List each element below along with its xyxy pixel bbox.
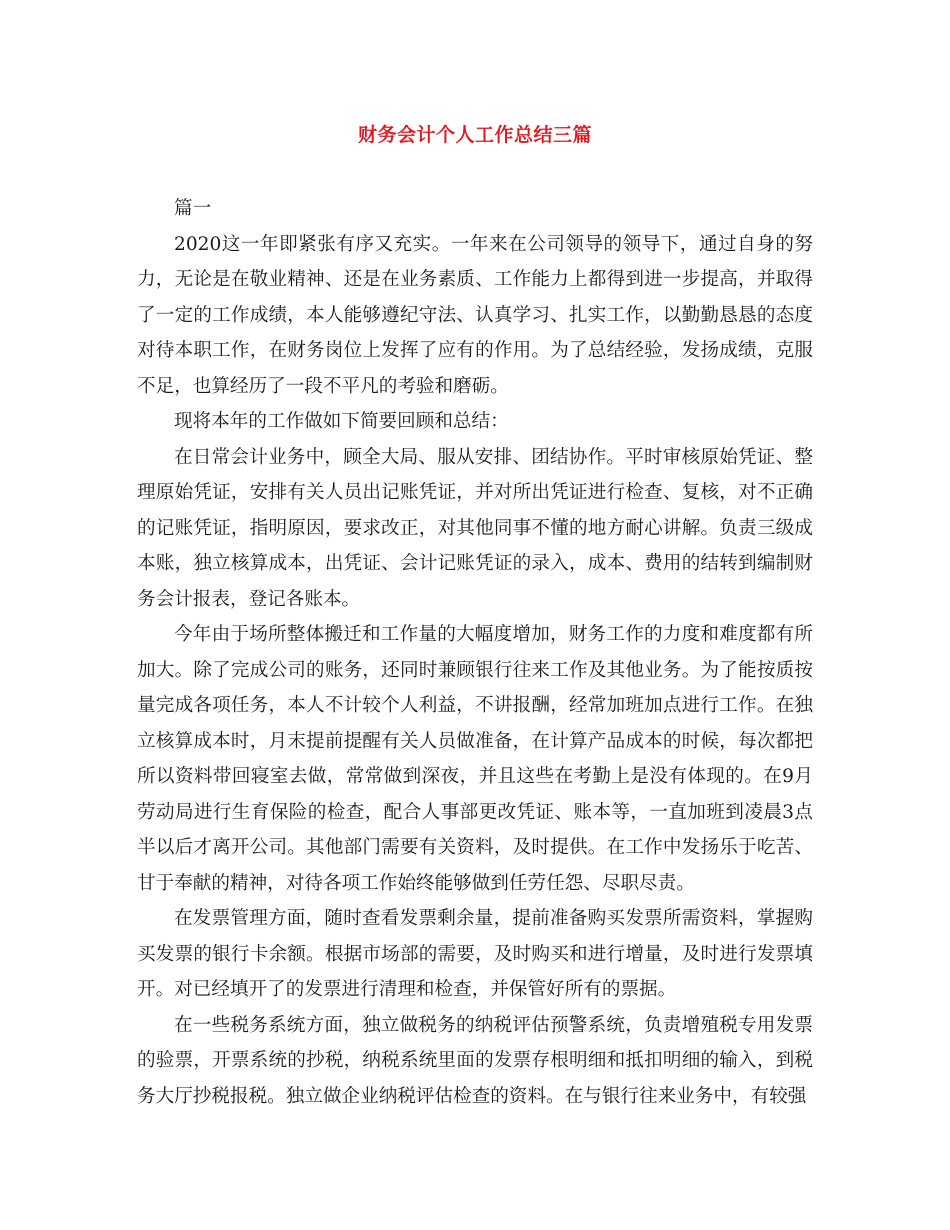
paragraph: 在日常会计业务中，顾全大局、服从安排、团结协作。平时审核原始凭证、整理原始凭证，安排有关人员出记账凭证，并对所出凭证进行检查、复核，对不正确的记账凭证，指明原因，要求改正，对其他同事不懂的地方耐心讲解。负责三级成本账，独立核算成本，出凭证、会计记账凭证的录入，成本、费用的结转到编制财务会计报表，登记各账本。 [137,446,813,610]
paragraph: 在一些税务系统方面，独立做税务的纳税评估预警系统，负责增殖税专用发票的验票，开票系统的抄税，纳税系统里面的发票存根明细和抵扣明细的输入，到税务大厅抄税报税。独立做企业纳税评估检查的资料。在与银行往来业务中，有较强 [137,1014,813,1107]
paragraph: 今年由于场所整体搬迁和工作量的大幅度增加，财务工作的力度和难度都有所加大。除了完成公司的账务，还同时兼顾银行往来工作及其他业务。为了能按质按量完成各项任务，本人不计较个人利益，不讲报酬，经常加班加点进行工作。在独立核算成本时，月末提前提醒有关人员做准备，在计算产品成本的时候，每次都把所以资料带回寝室去做，常常做到深夜，并且这些在考勤上是没有体现的。在9月劳动局进行生育保险的检查，配合人事部更改凭证、账本等，一直加班到凌晨3点半以后才离开公司。其他部门需要有关资料，及时提供。在工作中发扬乐于吃苦、甘于奉献的精神，对待各项工作始终能够做到任劳任怨、尽职尽责。 [137,624,813,894]
paragraph: 2020这一年即紧张有序又充实。一年来在公司领导的领导下，通过自身的努力，无论是在敬业精神、还是在业务素质、工作能力上都得到进一步提高，并取得了一定的工作成绩，本人能够遵纪守法、认真学习、扎实工作，以勤勤恳恳的态度对待本职工作，在财务岗位上发挥了应有的作用。为了总结经验，发扬成绩，克服不足，也算经历了一段不平凡的考验和磨砺。 [137,233,813,397]
paragraph: 现将本年的工作做如下简要回顾和总结： [174,411,509,432]
document-title: 财务会计个人工作总结三篇 [357,124,592,146]
document-body [137,191,813,1114]
paragraph: 在发票管理方面，随时查看发票剩余量，提前准备购买发票所需资料，掌握购买发票的银行卡余额。根据市场部的需要，及时购买和进行增量，及时进行发票填开。对已经填开了的发票进行清理和检查，并保管好所有的票据。 [137,908,813,1000]
section-heading: 篇一 [174,198,212,219]
